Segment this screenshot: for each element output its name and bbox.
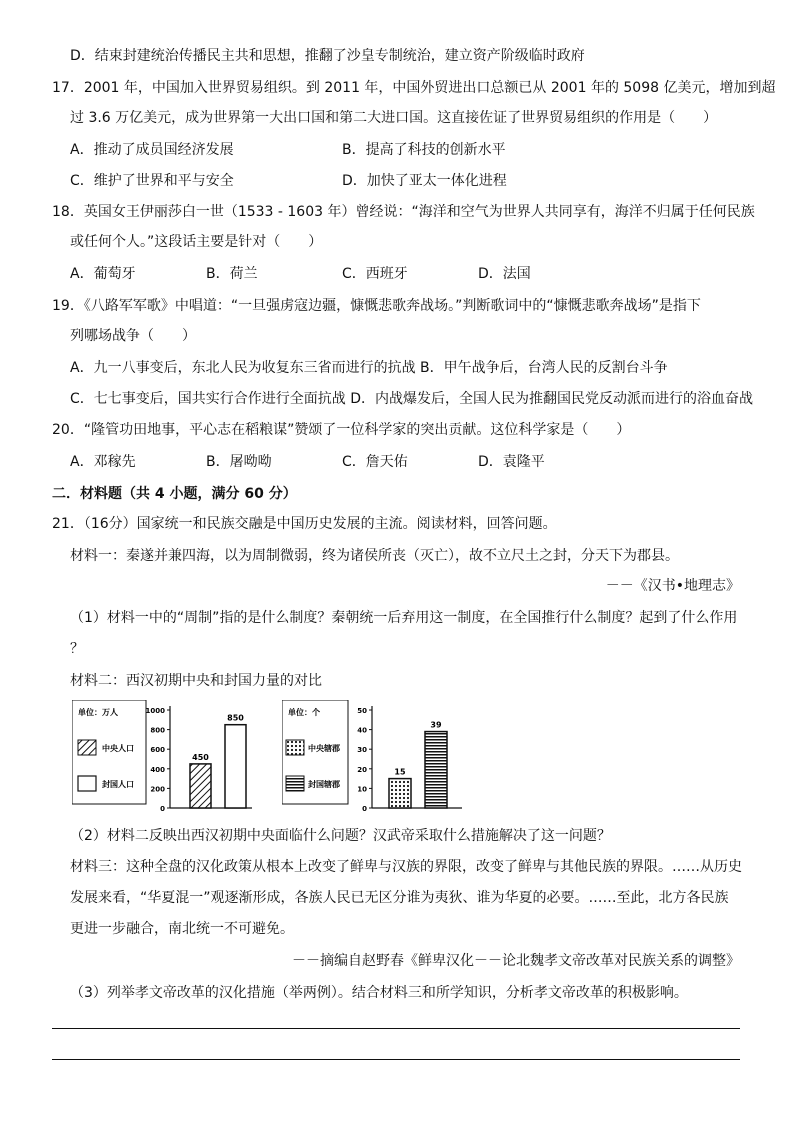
q18-option-c: C．西班牙: [342, 266, 408, 282]
commandery-legend-swatch-central: [286, 740, 304, 755]
q21-sub1-line1: （1）材料一中的“周制”指的是什么制度？秦朝统一后弃用这一制度，在全国推行什么制度？起到了什么作用: [70, 610, 738, 626]
q18-stem-line1: 18．英国女王伊丽莎白一世（1533 - 1603 年）曾经说：“海洋和空气为世界人共同享有，海洋不归属于任何民族: [52, 204, 755, 220]
q21-material3-line2: 发展来看，“华夏混一”观逐渐形成，各族人民已无区分谁为夷狄、谁为华夏的必要。……至此，北方各民族: [70, 890, 729, 906]
q21-material3-line1: 材料三：这种全盘的汉化政策从根本上改变了鲜卑与汉族的界限，改变了鲜卑与其他民族的界限。……从历史: [70, 859, 742, 875]
population-legend-swatch-central: [78, 740, 96, 755]
commandery-bar-value-label: 15: [394, 767, 406, 777]
q19-stem-line2: 列哪场战争（ ）: [70, 328, 196, 344]
commandery-bar-2: [425, 732, 447, 808]
q21-sub1-line2: ？: [70, 641, 84, 657]
population-unit-label: 单位：万人: [78, 708, 118, 717]
commandery-y-tick-label: 20: [357, 765, 367, 774]
population-legend-central: 中央人口: [102, 744, 134, 753]
population-y-tick-label: 1000: [145, 707, 165, 715]
q21-material3-line3: 更进一步融合，南北统一不可避免。: [70, 921, 294, 937]
q18-option-a: A．葡萄牙: [70, 266, 136, 282]
population-bar-value-label: 450: [192, 752, 209, 762]
population-legend-swatch-feudal: [78, 776, 96, 791]
commandery-unit-label: 单位：个: [288, 708, 320, 717]
population-bars: [190, 714, 246, 808]
q16-option-d: D．结束封建统治传播民主共和思想，推翻了沙皇专制统治，建立资产阶级临时政府: [70, 48, 585, 64]
answer-line: [52, 1059, 740, 1060]
answer-line: [52, 1028, 740, 1029]
q18-option-d: D．法国: [478, 266, 531, 282]
q19-stem-line1: 19．《八路军军歌》中唱道：“一旦强虏寇边疆，慷慨悲歌奔战场。”判断歌词中的“慷慨悲歌奔战场”是指下: [52, 298, 701, 314]
population-y-tick-label: 400: [150, 765, 165, 774]
q20-option-c: C．詹天佑: [342, 454, 408, 470]
q18-stem-line2: 或任何个人。”这段话主要是针对（ ）: [70, 234, 323, 250]
population-bar-2: [225, 725, 246, 808]
commandery-y-tick-label: 40: [357, 726, 367, 735]
population-y-tick-label: 600: [150, 746, 165, 755]
commandery-y-tick-label: 0: [362, 805, 367, 813]
commandery-y-tick-label: 10: [357, 785, 367, 794]
population-legend-feudal: 封国人口: [102, 780, 134, 789]
population-y-tick-label: 800: [150, 726, 165, 735]
q17-stem-line2: 过 3.6 万亿美元，成为世界第一大出口国和第二大进口国。这直接佐证了世界贸易组织的作用是（ ）: [70, 110, 718, 126]
q20-option-b: B．屠呦呦: [206, 454, 272, 470]
q17-option-b: B．提高了科技的创新水平: [342, 142, 506, 158]
q19-options-ab: A．九一八事变后，东北人民为收复东三省而进行的抗战 B．甲午战争后，台湾人民的反割台斗争: [70, 360, 668, 376]
q21-source1: －－《汉书•地理志》: [605, 578, 740, 594]
commandery-legend-swatch-feudal: [286, 776, 304, 791]
commandery-y-tick-label: 30: [357, 746, 367, 755]
population-y-tick-label: 0: [160, 805, 165, 813]
population-bar-value-label: 850: [227, 713, 244, 723]
commandery-bar-value-label: 39: [430, 720, 442, 730]
population-bar-chart: [72, 700, 264, 818]
q19-options-cd: C．七七事变后，国共实行合作进行全面抗战 D．内战爆发后，全国人民为推翻国民党反动派而进行的浴血奋战: [70, 391, 754, 407]
commandery-legend-central: 中央辖郡: [308, 744, 340, 753]
q21-sub2: （2）材料二反映出西汉初期中央面临什么问题？汉武帝采取什么措施解决了这一问题？: [70, 828, 611, 844]
section-title: 二．材料题（共 4 小题，满分 60 分）: [52, 486, 297, 502]
q20-option-a: A．邓稼先: [70, 454, 136, 470]
q18-option-b: B．荷兰: [206, 266, 258, 282]
q17-option-a: A．推动了成员国经济发展: [70, 142, 234, 158]
q20-option-d: D．袁隆平: [478, 454, 545, 470]
q17-stem-line1: 17．2001 年，中国加入世界贸易组织。到 2011 年，中国外贸进出口总额已从 2001 年的 5098 亿美元，增加到超: [52, 80, 776, 96]
q21-material1: 材料一：秦遂并兼四海，以为周制微弱，终为诸侯所丧（灭亡），故不立尺土之封，分天下为郡县。: [70, 548, 679, 564]
commandery-bars: [389, 721, 447, 808]
q20-stem: 20．“隆管功田地事，平心志在稻粮谋”赞颂了一位科学家的突出贡献。这位科学家是（ ）: [52, 422, 631, 438]
q21-source3: －－摘编自赵野春《鲜卑汉化－－论北魏孝文帝改革对民族关系的调整》: [292, 953, 740, 969]
commandery-bar-1: [389, 779, 411, 808]
commandery-bar-chart: [282, 700, 468, 818]
q21-stem: 21．（16分）国家统一和民族交融是中国历史发展的主流。阅读材料，回答问题。: [52, 516, 557, 532]
commandery-y-tick-label: 50: [357, 707, 367, 715]
population-y-tick-label: 200: [150, 785, 165, 794]
q21-material2: 材料二：西汉初期中央和封国力量的对比: [70, 673, 322, 689]
q17-option-d: D．加快了亚太一体化进程: [342, 173, 507, 189]
population-bar-1: [190, 764, 211, 808]
commandery-legend-feudal: 封国辖郡: [308, 780, 340, 789]
q21-sub3: （3）列举孝文帝改革的汉化措施（举两例）。结合材料三和所学知识，分析孝文帝改革的积极影响。: [70, 985, 688, 1001]
q17-option-c: C．维护了世界和平与安全: [70, 173, 234, 189]
